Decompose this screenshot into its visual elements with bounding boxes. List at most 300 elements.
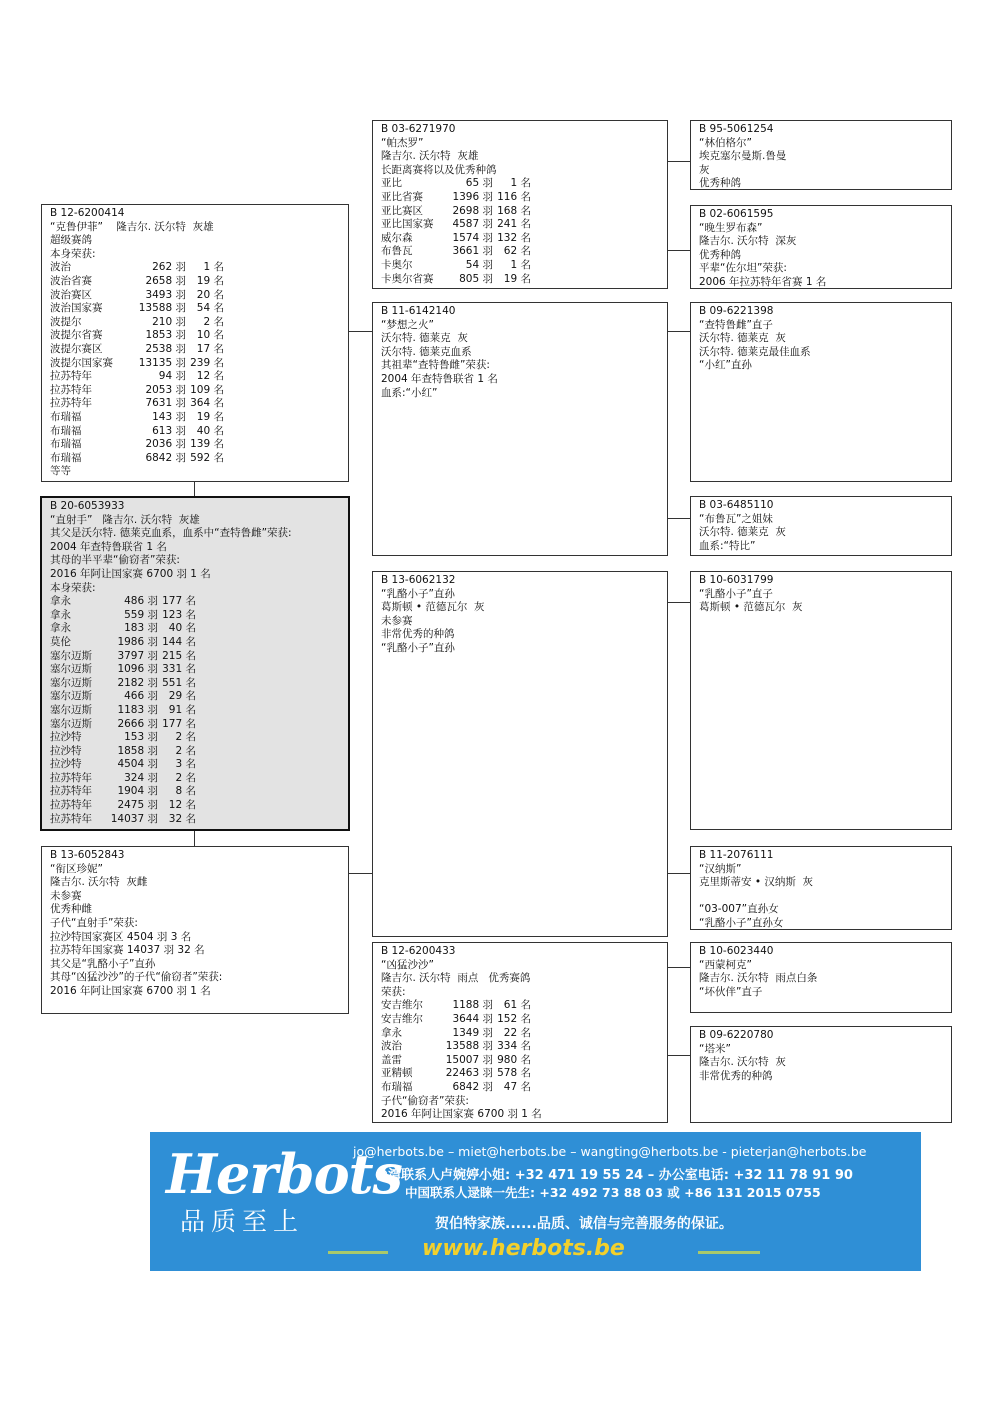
race-name: 塞尔迈斯	[50, 676, 92, 689]
bird-count: 613 羽	[152, 424, 186, 437]
info-lines	[699, 1043, 943, 1084]
bird-count: 1396 羽	[452, 190, 493, 203]
bird-count: 65 羽	[465, 177, 493, 190]
result-row	[50, 745, 340, 759]
placing: 54 名	[196, 302, 224, 315]
race-name: 拉苏特年	[50, 785, 92, 798]
result-row	[381, 205, 659, 219]
bird-count: 4587 羽	[452, 218, 493, 231]
placing: 1 名	[510, 258, 531, 271]
info-line: 子代“直射手”荣获:	[50, 916, 138, 929]
bird-count: 4504 羽	[117, 758, 158, 771]
results-list	[50, 261, 340, 465]
ring-number: B 10-6023440	[699, 945, 774, 957]
placing: 2 名	[175, 744, 196, 757]
placing: 2 名	[203, 315, 224, 328]
connector	[194, 830, 195, 846]
dam-card	[41, 846, 349, 1014]
race-name: 拉沙特	[50, 731, 82, 744]
result-row	[381, 1081, 659, 1095]
placing: 239 名	[190, 356, 224, 369]
ring-number: B 03-6485110	[699, 499, 774, 511]
placing: 47 名	[503, 1080, 531, 1093]
result-row	[381, 1054, 659, 1068]
bird-count: 7631 羽	[145, 397, 186, 410]
results-list	[381, 177, 659, 286]
bird-count: 15007 羽	[445, 1053, 493, 1066]
info-line: 本身荣获:	[50, 581, 96, 594]
result-row	[50, 425, 340, 439]
info-line: “塔米”	[699, 1042, 731, 1055]
ring-number: B 11-2076111	[699, 849, 774, 861]
race-name: 安吉维尔	[381, 1012, 423, 1025]
grandparent-card-6	[690, 846, 952, 930]
placing: 40 名	[196, 424, 224, 437]
tail-lines	[381, 1095, 659, 1122]
race-name: 卡奥尔省赛	[381, 272, 434, 285]
placing: 592 名	[190, 451, 224, 464]
bird-count: 1183 羽	[117, 703, 158, 716]
placing: 551 名	[162, 676, 196, 689]
info-line: “乳酪小子”直孙	[381, 587, 455, 600]
race-name: 亚精顿	[381, 1067, 413, 1080]
info-line: “帕杰罗”	[381, 136, 424, 149]
info-line: “晚生罗布森”	[699, 221, 763, 234]
race-name: 布瑞福	[381, 1080, 413, 1093]
info-line: 埃克塞尔曼斯.鲁曼	[699, 150, 787, 163]
placing: 980 名	[497, 1053, 531, 1066]
result-row	[50, 343, 340, 357]
placing: 2 名	[175, 771, 196, 784]
race-name: 波治赛区	[50, 288, 92, 301]
placing: 241 名	[497, 218, 531, 231]
info-line: 沃尔特. 德莱克 灰	[381, 332, 468, 345]
tagline: 贺伯特家族......品质、诚信与完善服务的保证。	[435, 1216, 733, 1232]
grandparent-card-4	[690, 496, 952, 556]
info-line: 隆吉尔. 沃尔特 雨点 优秀赛鸽	[381, 972, 531, 985]
info-line: 沃尔特. 德莱克 灰	[699, 526, 786, 539]
result-row	[381, 1013, 659, 1027]
info-line: 隆吉尔. 沃尔特 灰	[699, 1056, 786, 1069]
bird-count: 2658 羽	[145, 274, 186, 287]
ring-number: B 95-5061254	[699, 123, 774, 135]
result-row	[381, 177, 659, 191]
info-lines	[699, 959, 943, 1000]
bird-count: 54 羽	[465, 258, 493, 271]
bird-count: 94 羽	[158, 370, 186, 383]
info-line: 血系:“特比”	[699, 539, 756, 552]
subject-card	[40, 496, 350, 831]
results-list	[50, 595, 340, 826]
bird-count: 466 羽	[124, 690, 158, 703]
pigeon-title: “克鲁伊菲” 隆吉尔. 沃尔特 灰雄	[50, 220, 214, 233]
info-lines	[699, 222, 943, 289]
info-line: “查特鲁雌”直子	[699, 318, 773, 331]
bird-count: 3661 羽	[452, 245, 493, 258]
info-line: 葛斯顿 • 范德瓦尔 灰	[381, 601, 485, 614]
result-row	[50, 289, 340, 303]
race-name: 布鲁瓦	[381, 245, 413, 258]
info-line: “林伯格尔”	[699, 136, 752, 149]
placing: 61 名	[503, 999, 531, 1012]
info-line: 沃尔特. 德莱克血系	[381, 345, 472, 358]
ring-number: B 20-6053933	[50, 500, 125, 512]
info-line: 子代“偷窃者”荣获:	[381, 1094, 469, 1107]
race-name: 安吉维尔	[381, 999, 423, 1012]
bird-count: 13588 羽	[138, 302, 186, 315]
ring-number: B 12-6200414	[50, 207, 125, 219]
result-row	[381, 232, 659, 246]
bird-count: 262 羽	[152, 261, 186, 274]
race-name: 拉沙特	[50, 758, 82, 771]
result-row	[50, 411, 340, 425]
race-name: 塞尔迈斯	[50, 703, 92, 716]
email-contacts[interactable]: jo@herbots.be – miet@herbots.be – wangting@herbots.be - pieterjan@herbots.be	[353, 1144, 867, 1159]
info-line: 超级赛鸽	[50, 234, 92, 247]
result-row	[50, 663, 340, 677]
info-line: 拉沙特国家赛区 4504 羽 3 名	[50, 930, 192, 943]
result-row	[50, 718, 340, 732]
result-row	[381, 245, 659, 259]
result-row	[50, 622, 340, 636]
race-name: 拉苏特年	[50, 370, 92, 383]
race-name: 波提尔赛区	[50, 342, 103, 355]
result-row	[381, 218, 659, 232]
race-name: 亚比国家赛	[381, 218, 434, 231]
placing: 2 名	[175, 731, 196, 744]
info-lines	[699, 513, 943, 554]
bird-count: 183 羽	[124, 622, 158, 635]
info-line: 荣获:	[381, 985, 406, 998]
sire-sire-card	[372, 120, 668, 289]
bird-count: 2036 羽	[145, 438, 186, 451]
herbots-banner	[150, 1132, 921, 1271]
result-row	[50, 452, 340, 466]
placing: 334 名	[497, 1040, 531, 1053]
info-line: “西蒙柯克”	[699, 958, 752, 971]
info-line	[699, 890, 943, 904]
connector	[667, 602, 690, 603]
race-name: 波治国家赛	[50, 302, 103, 315]
accent-bar-left	[328, 1251, 388, 1254]
placing: 3 名	[175, 758, 196, 771]
sire-card	[41, 204, 349, 482]
connector	[667, 331, 690, 332]
grandparent-card-2	[690, 205, 952, 289]
bird-count: 2475 羽	[117, 799, 158, 812]
bird-count: 153 羽	[124, 731, 158, 744]
race-name: 塞尔迈斯	[50, 663, 92, 676]
ring-number: B 10-6031799	[699, 574, 774, 586]
result-row	[50, 813, 340, 827]
bird-count: 1853 羽	[145, 329, 186, 342]
info-line: “小红”直孙	[699, 359, 752, 372]
race-name: 波治	[50, 261, 71, 274]
info-line: 本身荣获:	[50, 247, 96, 260]
placing: 331 名	[162, 663, 196, 676]
bird-count: 3797 羽	[117, 649, 158, 662]
race-name: 拉沙特	[50, 744, 82, 757]
race-name: 亚比赛区	[381, 204, 423, 217]
result-row	[381, 1040, 659, 1054]
bird-count: 2053 羽	[145, 383, 186, 396]
connector	[667, 518, 690, 519]
race-name: 拉苏特年	[50, 383, 92, 396]
placing: 19 名	[196, 410, 224, 423]
placing: 1 名	[203, 261, 224, 274]
race-name: 威尔森	[381, 231, 413, 244]
info-line: 其父是“乳酪小子”直孙	[50, 957, 156, 970]
info-line: 其母的半平辈“偷窃者”荣获:	[50, 554, 180, 567]
ring-number: B 11-6142140	[381, 305, 456, 317]
race-name: 拿永	[50, 595, 71, 608]
race-name: 拿永	[381, 1026, 402, 1039]
placing: 109 名	[190, 383, 224, 396]
info-lines	[381, 588, 659, 656]
ring-number: B 02-6061595	[699, 208, 774, 220]
placing: 177 名	[162, 717, 196, 730]
race-name: 波治省赛	[50, 274, 92, 287]
info-line: 2016 年阿让国家赛 6700 羽 1 名	[381, 1108, 542, 1121]
result-row	[50, 690, 340, 704]
website-link[interactable]: www.herbots.be	[422, 1236, 625, 1261]
grandparent-card-1	[690, 120, 952, 190]
info-line: 未参赛	[381, 614, 413, 627]
info-line: “布鲁瓦”之姐妹	[699, 512, 773, 525]
info-line: 灰	[699, 163, 710, 176]
info-lines	[381, 319, 659, 401]
result-row	[50, 636, 340, 650]
herbots-logo: Herbots	[166, 1142, 402, 1206]
bird-count: 2698 羽	[452, 204, 493, 217]
info-line: “衔区珍妮”	[50, 862, 103, 875]
info-line: 2006 年拉苏特年省赛 1 名	[699, 275, 827, 288]
bird-count: 6842 羽	[452, 1080, 493, 1093]
bird-count: 13588 羽	[445, 1040, 493, 1053]
info-line: 隆吉尔. 沃尔特 深灰	[699, 235, 797, 248]
result-row	[50, 595, 340, 609]
race-name: 拉苏特年	[50, 812, 92, 825]
bird-count: 1904 羽	[117, 785, 158, 798]
info-lines	[50, 527, 340, 595]
info-line: 沃尔特. 德莱克最佳血系	[699, 345, 811, 358]
info-line: 优秀种鸽	[699, 177, 741, 190]
info-line: 2004 年查特鲁联省 1 名	[50, 540, 167, 553]
race-name: 布瑞福	[50, 438, 82, 451]
placing: 578 名	[497, 1067, 531, 1080]
placing: 152 名	[497, 1012, 531, 1025]
result-row	[50, 397, 340, 411]
placing: 10 名	[196, 329, 224, 342]
bird-count: 13135 羽	[138, 356, 186, 369]
info-line: “03-007”直孙女	[699, 903, 779, 916]
bird-count: 143 羽	[152, 410, 186, 423]
info-line: 克里斯蒂安 • 汉纳斯 灰	[699, 876, 814, 889]
info-line: 葛斯顿 • 范德瓦尔 灰	[699, 601, 803, 614]
info-line: 优秀种雌	[50, 903, 92, 916]
info-lines	[381, 959, 659, 1000]
info-line: 其母“凶猛沙沙”的子代“偷窃者”荣获:	[50, 971, 223, 984]
result-row	[50, 677, 340, 691]
info-lines	[699, 319, 943, 373]
placing: 17 名	[196, 342, 224, 355]
placing: 12 名	[196, 370, 224, 383]
info-line: 2016 年阿让国家赛 6700 羽 1 名	[50, 984, 211, 997]
bird-count: 2538 羽	[145, 342, 186, 355]
placing: 364 名	[190, 397, 224, 410]
info-line: 拉苏特年国家赛 14037 羽 32 名	[50, 944, 205, 957]
info-lines	[381, 137, 659, 178]
result-row	[50, 370, 340, 384]
pigeon-title: “直射手” 隆吉尔. 沃尔特 灰雄	[50, 513, 200, 526]
info-line: “乳酪小子”直孙	[381, 641, 455, 654]
placing: 177 名	[162, 595, 196, 608]
placing: 139 名	[190, 438, 224, 451]
placing: 20 名	[196, 288, 224, 301]
bird-count: 14037 羽	[110, 812, 158, 825]
placing: 1 名	[510, 177, 531, 190]
race-name: 布瑞福	[50, 424, 82, 437]
bird-count: 1349 羽	[452, 1026, 493, 1039]
result-row	[381, 259, 659, 273]
result-row	[381, 191, 659, 205]
bird-count: 1986 羽	[117, 635, 158, 648]
race-name: 拉苏特年	[50, 799, 92, 812]
info-line: 隆吉尔. 沃尔特 雨点白条	[699, 972, 818, 985]
info-lines	[699, 863, 943, 930]
placing: 22 名	[503, 1026, 531, 1039]
result-row	[50, 799, 340, 813]
bird-count: 1574 羽	[452, 231, 493, 244]
result-row	[50, 357, 340, 371]
grandparent-card-7	[690, 942, 952, 1013]
taiwan-contact: 台湾联系人卢婉婷小姐: +32 471 19 55 24 – 办公室电话: +32 11 78 91 90	[375, 1168, 853, 1183]
connector	[348, 873, 372, 874]
info-line: 2016 年阿让国家赛 6700 羽 1 名	[50, 567, 211, 580]
bird-count: 1858 羽	[117, 744, 158, 757]
info-line: 隆吉尔. 沃尔特 灰雌	[50, 876, 148, 889]
bird-count: 1188 羽	[452, 999, 493, 1012]
info-lines	[50, 863, 340, 999]
info-line: “乳酪小子”直子	[699, 587, 773, 600]
connector	[194, 482, 195, 496]
info-line: “乳酪小子”直孙女	[699, 916, 784, 929]
dam-dam-card	[372, 942, 668, 1123]
bird-count: 324 羽	[124, 771, 158, 784]
placing: 40 名	[168, 622, 196, 635]
race-name: 波提尔省赛	[50, 329, 103, 342]
ring-number: B 09-6221398	[699, 305, 774, 317]
accent-bar-right	[698, 1251, 760, 1254]
result-row	[50, 704, 340, 718]
bird-count: 805 羽	[459, 272, 493, 285]
result-row	[381, 1067, 659, 1081]
sire-dam-card	[372, 302, 668, 556]
ring-number: B 13-6062132	[381, 574, 456, 586]
connector	[667, 873, 690, 874]
results-list	[381, 999, 659, 1094]
placing: 123 名	[162, 608, 196, 621]
race-name: 塞尔迈斯	[50, 717, 92, 730]
china-contact: 中国联系人逯睐一先生: +32 492 73 88 03 或 +86 131 2015 0755	[405, 1185, 821, 1200]
result-row	[50, 772, 340, 786]
bird-count: 1096 羽	[117, 663, 158, 676]
placing: 8 名	[175, 785, 196, 798]
placing: 12 名	[168, 799, 196, 812]
race-name: 布瑞福	[50, 451, 82, 464]
bird-count: 22463 羽	[445, 1067, 493, 1080]
placing: 144 名	[162, 635, 196, 648]
dam-sire-card	[372, 571, 668, 937]
info-line: 优秀种鸽	[699, 248, 741, 261]
connector	[667, 250, 690, 251]
info-line: 血系:“小红”	[381, 386, 438, 399]
race-name: 波治	[381, 1040, 402, 1053]
info-line: 其祖辈“查特鲁雌”荣获:	[381, 359, 490, 372]
info-line: 隆吉尔. 沃尔特 灰雄	[381, 150, 479, 163]
connector	[348, 331, 372, 332]
placing: 132 名	[497, 231, 531, 244]
info-line: 其父是沃尔特. 德莱克血系，血系中“查特鲁雌”荣获:	[50, 527, 292, 540]
ring-number: B 13-6052843	[50, 849, 125, 861]
result-row	[50, 275, 340, 289]
grandparent-card-3	[690, 302, 952, 482]
race-name: 亚比	[381, 177, 402, 190]
result-row	[381, 1027, 659, 1041]
bird-count: 210 羽	[152, 315, 186, 328]
placing: 19 名	[503, 272, 531, 285]
info-line: 非常优秀的种鸽	[699, 1069, 773, 1082]
info-line: “梦想之火”	[381, 318, 434, 331]
bird-count: 3644 羽	[452, 1012, 493, 1025]
grandparent-card-8	[690, 1026, 952, 1123]
bird-count: 3493 羽	[145, 288, 186, 301]
info-line: “汉纳斯”	[699, 862, 742, 875]
info-line: 平辈“佐尔坦”荣获:	[699, 262, 787, 275]
bird-count: 2182 羽	[117, 676, 158, 689]
ring-number: B 09-6220780	[699, 1029, 774, 1041]
result-row	[50, 261, 340, 275]
info-line: 长距离赛将以及优秀种鸽	[381, 163, 497, 176]
race-name: 莫伦	[50, 635, 71, 648]
result-row	[381, 273, 659, 287]
info-line: 非常优秀的种鸽	[381, 628, 455, 641]
placing: 62 名	[503, 245, 531, 258]
ring-number: B 12-6200433	[381, 945, 456, 957]
grandparent-card-5	[690, 571, 952, 830]
race-name: 塞尔迈斯	[50, 649, 92, 662]
result-row	[50, 384, 340, 398]
connector	[667, 967, 690, 968]
placing: 91 名	[168, 703, 196, 716]
placing: 19 名	[196, 274, 224, 287]
result-row	[50, 758, 340, 772]
bird-count: 2666 羽	[117, 717, 158, 730]
result-row	[50, 438, 340, 452]
placing: 32 名	[168, 812, 196, 825]
race-name: 卡奥尔	[381, 258, 413, 271]
result-row	[50, 302, 340, 316]
connector	[667, 161, 690, 162]
bird-count: 486 羽	[124, 595, 158, 608]
placing: 29 名	[168, 690, 196, 703]
info-line: 未参赛	[50, 889, 82, 902]
info-line: “凶猛沙沙”	[381, 958, 434, 971]
slogan: 品质至上	[180, 1207, 305, 1236]
result-row	[50, 609, 340, 623]
info-lines	[699, 137, 943, 190]
connector	[667, 1055, 690, 1056]
